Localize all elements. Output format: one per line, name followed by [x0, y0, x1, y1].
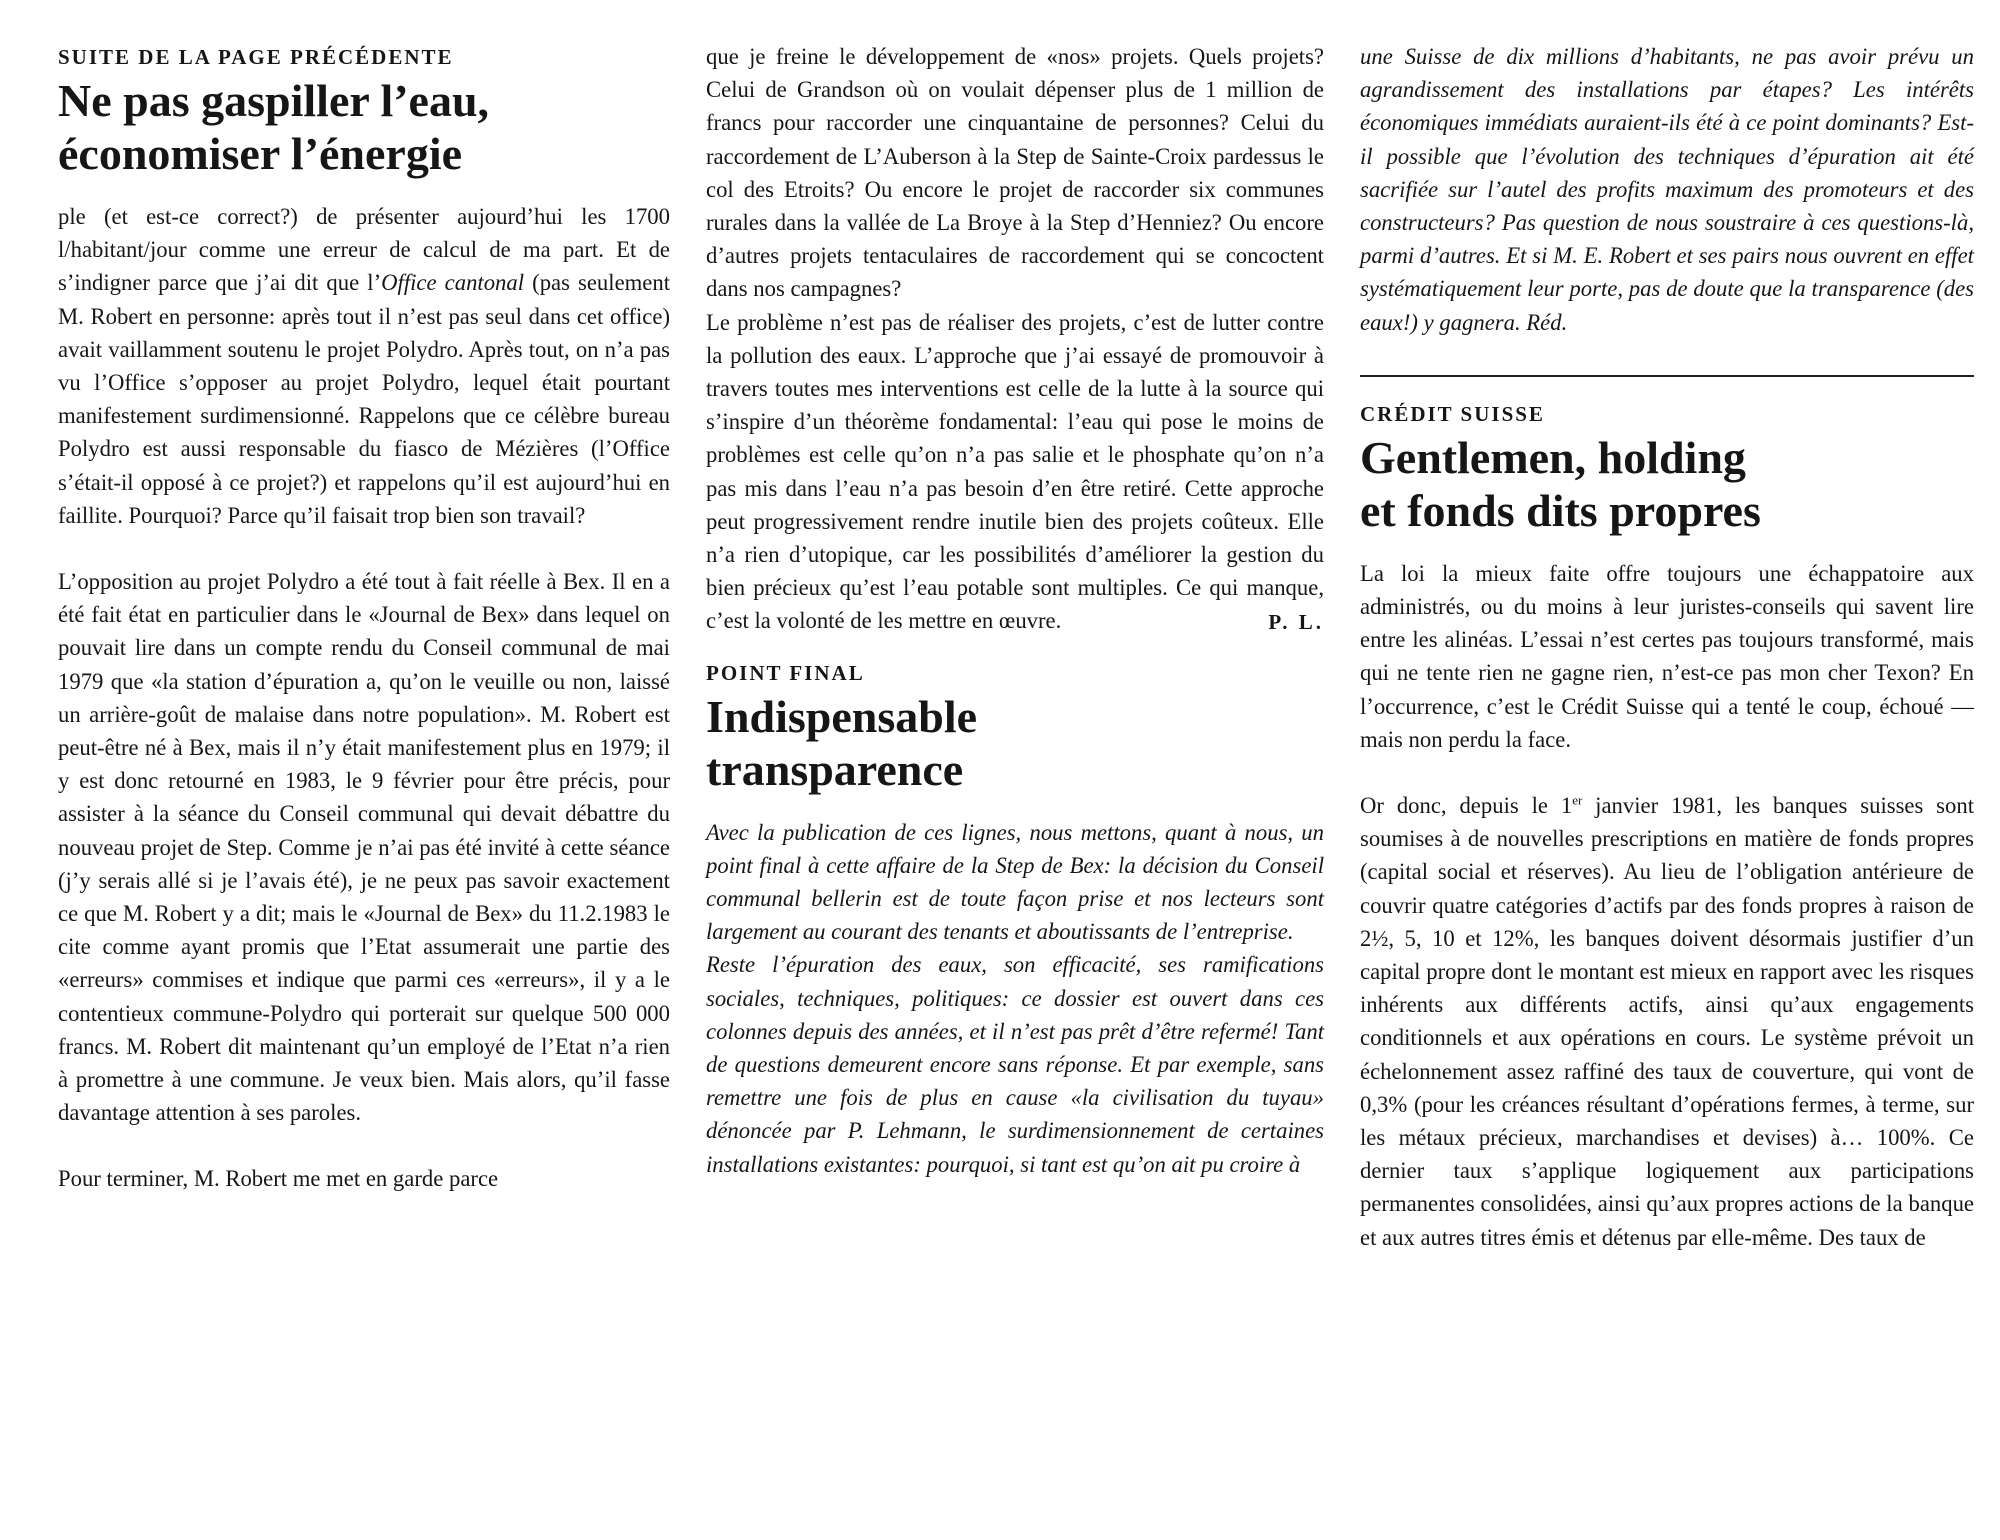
article3-kicker: CRÉDIT SUISSE [1360, 401, 1545, 426]
article2-paragraph-1: Avec la publication de ces lignes, nous mettons, quant à nous, un point final à cette affaire de la Step de Bex: la décision du Conseil communal bellerin est de toute façon prise et nos lecteurs sont largement au courant des tenants et aboutissants de l’entreprise. [706, 819, 1324, 945]
article1-signature: P. L. [1268, 609, 1324, 634]
article3-p2-text-a: Or donc, depuis le 1 [1360, 793, 1573, 819]
article1-paragraph-5: Le problème n’est pas de réaliser des projets, c’est de lutter contre la pollution des eaux. L’approche que j’ai essayé de promouvoir à travers toutes mes interventions est celle de la lutte à la source qui s’inspire d’un théorème fondamental: l’eau qui pose le moins de problèmes est celle qu’on n’a pas salie et le phosphate qu’on n’a pas mis dans l’eau n’a pas besoin d’en être retiré. Cette approche peut progressivement rendre inutile bien des projets coûteux. Elle n’a rien d’utopique, car les possibilités d’améliorer la gestion du bien précieux qu’est l’eau potable sont multiples. Ce qui manque, c’est la volonté de les mettre en œuvre. [706, 309, 1324, 634]
article1-paragraph-3: Pour terminer, M. Robert me met en garde parce [58, 1166, 499, 1192]
article1-paragraph-2: L’opposition au projet Polydro a été tout à fait réelle à Bex. Il en a été fait état en particulier dans le «Journal de Bex» dans lequel on pouvait lire dans un compte rendu du Conseil communal de mai 1979 que «la station d’épuration a, qu’on le veuille ou non, laissé un arrière-goût de malaise dans notre population». M. Robert est peut-être né à Bex, mais il n’y était manifestement plus en 1979; il y est donc retourné en 1983, le 9 février pour être précis, pour assister à la séance du Conseil communal qui devait débattre du nouveau projet de Step. Comme je n’ai pas été invité à cette séance (j’y serais allé si je l’avais été), je ne peux pas savoir exactement ce que M. Robert y a dit; mais le «Journal de Bex» du 11.2.1983 le cite comme ayant promis que l’Etat assumerait une partie des «erreurs» commises et indique que parmi ces «erreurs», il y a le contentieux commune-Polydro qui porterait sur quelque 500 000 francs. M. Robert dit maintenant qu’un employé de l’Etat n’a rien à promettre à une commune. Je veux bien. Mais alors, qu’il fasse davantage attention à ses paroles. [58, 569, 670, 1126]
article2-paragraph-3: une Suisse de dix millions d’habitants, ne pas avoir prévu un agrandissement des installations par étapes? Les intérêts économiques immédiats auraient-ils été à ce point dominants? Est-il possible que l’évolution des techniques d’épuration ait été sacrifiée sur l’autel des profits maximum des promoteurs et des constructeurs? Pas question de nous soustraire à ces questions-là, parmi d’autres. Et si M. E. Robert et ses pairs nous ouvrent en effet systématiquement leur porte, pas de doute que la transparence (des eaux!) y gagnera. Réd. [1360, 44, 1974, 335]
column-1 [58, 44, 670, 1196]
article1-paragraph-4: que je freine le développement de «nos» projets. Quels projets? Celui de Grandson où on voulait dépenser plus de 1 million de francs pour raccorder une cinquantaine de personnes? Celui du raccordement de L’Auberson à la Step de Sainte-Croix pardessus le col des Etroits? Ou encore le projet de raccorder six communes rurales dans la vallée de La Broye à la Step d’Henniez? Ou encore d’autres projets tentaculaires de raccordement qui se concoctent dans nos campagnes? [706, 44, 1324, 302]
article1-title [58, 74, 670, 180]
article3-p2-superscript: er [1572, 792, 1583, 808]
article2-title-line1: Indispensable [706, 690, 978, 742]
article2-title [706, 690, 1324, 796]
article3-paragraph-1: La loi la mieux faite offre toujours une échappatoire aux administrés, ou du moins à leur juristes-conseils qui savent lire entre les alinéas. L’essai n’est certes pas toujours transformé, mais qui ne tente rien ne gagne rien, n’est-ce pas mon cher Texon? En l’occurrence, c’est le Crédit Suisse qui a tenté le coup, échoué — mais non perdu la face. [1360, 560, 1974, 752]
article3-title [1360, 431, 1974, 537]
article3-title-line2: et fonds dits propres [1360, 484, 1761, 536]
article1-p1-emphasis: Office cantonal [381, 270, 525, 296]
article2-paragraph-2: Reste l’épuration des eaux, son efficacité, ses ramifications sociales, techniques, politiques: ce dossier est ouvert dans ces colonnes depuis des années, et il n’est pas prêt d’être refermé! Tant de questions demeurent encore sans réponse. Et par exemple, sans remettre une fois de plus en cause «la civilisation du tuyau» dénoncée par P. Lehmann, le surdimensionnement de certaines installations existantes: pourquoi, si tant est qu’on ait pu croire à [706, 952, 1324, 1177]
article3-title-line1: Gentlemen, holding [1360, 431, 1746, 483]
column-3 [1360, 44, 1974, 1254]
article1-p1-text-a: ple (et est-ce correct?) de présenter aujourd’hui les 1700 l/habitant/jour comme une erreur de calcul de ma part. Et de s’indigner parce que j’ai dit que l’ [58, 204, 670, 296]
column-2 [706, 44, 1324, 1181]
article1-kicker: SUITE DE LA PAGE PRÉCÉDENTE [58, 45, 454, 69]
article2-title-line2: transparence [706, 743, 964, 795]
article1-p1-text-b: (pas seulement M. Robert en personne: après tout il n’est pas seul dans cet office) avait vaillamment soutenu le projet Polydro. Après tout, on n’a pas vu l’Office s’opposer au projet Polydro, lequel était pourtant manifestement surdimensionné. Rappelons que ce célèbre bureau Polydro est aussi responsable du fiasco de Mézières (l’Office s’était-il opposé à ce projet?) et rappelons qu’il est aujourd’hui en faillite. Pourquoi? Parce qu’il faisait trop bien son travail? [58, 270, 670, 528]
article3-p2-text-b: janvier 1981, les banques suisses sont soumises à de nouvelles prescriptions en matière de fonds propres (capital social et réserves). Au lieu de l’obligation antérieure de couvrir quatre catégories d’actifs par des fonds propres à raison de 2½, 5, 10 et 12%, les banques doivent désormais justifier d’un capital propre dont le montant est mieux en rapport avec les risques inhérents aux différents actifs, ainsi qu’aux engagements conditionnels et aux opérations en cours. Le système prévoit un échelonnement assez raffiné des taux de couverture, qui vont de 0,3% (pour les créances résultant d’opérations fermes, à terme, sur les métaux précieux, marchandises et devises) à… 100%. Ce dernier taux s’applique logiquement aux participations permanentes consolidées, ainsi qu’aux propres actions de la banque et aux autres titres émis et détenus par elle-même. Des taux de [1360, 793, 1975, 1250]
article1-title-line2: économiser l’énergie [58, 128, 463, 179]
article1-paragraph-1 [58, 200, 670, 532]
article1-title-line1: Ne pas gaspiller l’eau, [58, 75, 490, 126]
article-divider [1360, 375, 1974, 377]
article2-kicker: POINT FINAL [706, 660, 865, 685]
article3-paragraph-2 [1360, 789, 1974, 1254]
